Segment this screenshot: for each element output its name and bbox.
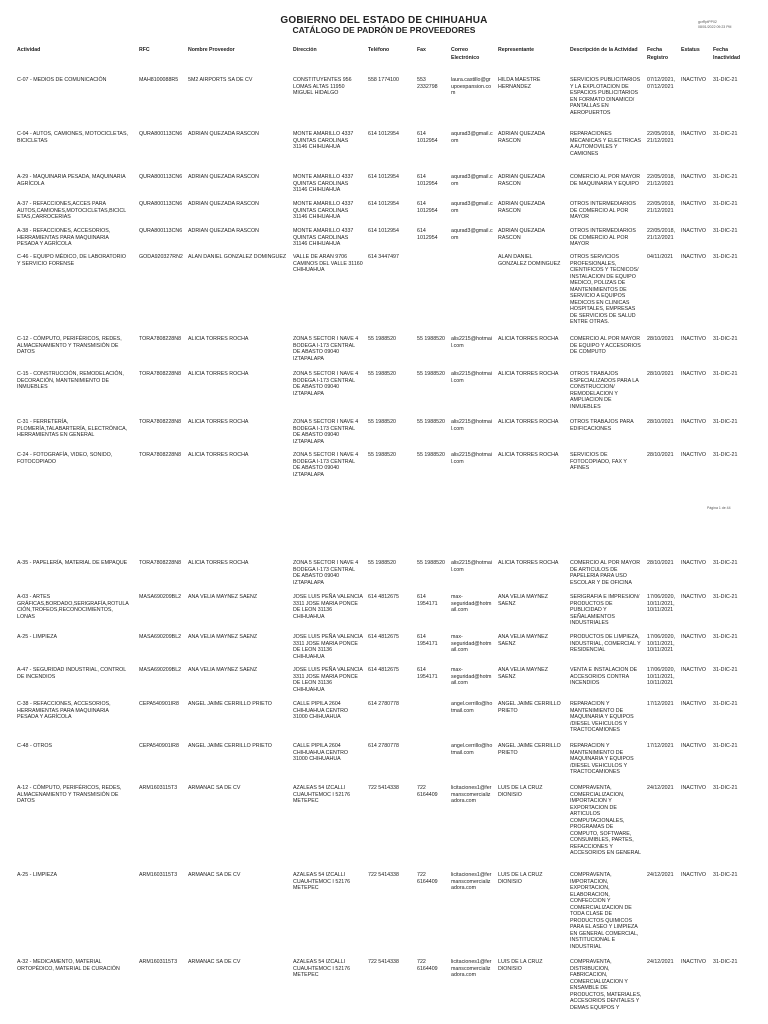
cell-rfc: GODA920327RN2 [139,254,183,260]
cell-telefono: 55 1988520 [368,560,396,566]
cell-actividad: C-31 - FERRETERÍA, PLOMERÍA,TALABARTERÍA, ELECTRÓNICA, HERRAMIENTAS EN GENERAL [17,419,128,438]
cell-representante: ALICIA TORRES ROCHA [498,336,559,342]
column-header-descripcion: Descripción de la Actividad [570,47,638,53]
cell-fecha-inactividad: 31-DIC-21 [713,174,738,180]
cell-actividad: C-38 - REFACCIONES, ACCESORIOS, HERRAMIENTAS PARA MAQUINARIA PESADA Y AGRÍCOLA [17,701,111,720]
cell-fecha-inactividad: 31-DIC-21 [713,228,738,234]
cell-representante: LUIS DE LA CRUZ DIONISIO [498,785,543,798]
cell-telefono: 614 1012954 [368,228,399,234]
cell-fecha-inactividad: 31-DIC-21 [713,131,738,137]
cell-descripcion: REPARACION Y MANTENIMIENTO DE MAQUINARIA Y EQUIPOS /DIESEL VEHICULOS Y TRACTOCAMIONES [570,743,634,775]
cell-direccion: AZALEAS 54 IZCALLI CUAUHTEMOC I 52176 METEPEC [293,785,351,804]
column-header-representante: Representante [498,47,535,53]
cell-proveedor: ALAN DANIEL GONZALEZ DOMINGUEZ [188,254,287,260]
cell-telefono: 55 1988520 [368,419,396,425]
cell-representante: ALAN DANIEL GONZALEZ DOMINGUEZ [498,254,561,267]
cell-telefono: 614 1012954 [368,174,399,180]
cell-proveedor: ANA VELIA MAYNEZ SAENZ [188,667,258,673]
cell-rfc: TORA7808228N8 [139,419,182,425]
cell-actividad: A-35 - PAPELERÍA, MATERIAL DE EMPAQUE [17,560,128,566]
cell-rfc: MASA690209BL2 [139,634,182,640]
cell-estatus: INACTIVO [681,174,707,180]
cell-rfc: MASA690209BL2 [139,667,182,673]
cell-correo: aqurad3@gmail.com [451,174,493,187]
cell-fecha-registro: 17/06/2020, 10/11/2021, 10/11/2021 [647,667,675,686]
cell-direccion: ZONA 5 SECTOR I NAVE 4 BODEGA I-173 CENTRAL DE ABASTO 09040 IZTAPALAPA [293,419,359,445]
cell-fax: 722 6164409 [417,959,438,972]
cell-fecha-registro: 28/10/2021 [647,419,674,425]
cell-fax: 722 6164409 [417,785,438,798]
cell-proveedor: ADRIAN QUEZADA RASCON [188,201,259,207]
cell-rfc: QURA800113CN6 [139,201,183,207]
cell-direccion: CALLE PIPILA 2604 CHIHUAHUA CENTRO 31000 CHIHUAHUA [293,743,349,762]
column-header-telefono: Teléfono [368,47,390,53]
cell-telefono: 614 4812675 [368,594,399,600]
cell-proveedor: ANA VELIA MAYNEZ SAENZ [188,594,258,600]
cell-correo: alis2215@hotmail.com [451,371,493,384]
cell-correo: alis2215@hotmail.com [451,452,493,465]
cell-descripcion: COMPRAVENTA, IMPORTACION, EXPORTACION, ELABORACION, CONFECCION Y COMERCIALIZACION DE TODA CLASE DE PRODUCTOS QUIMICOS PARA EL ASEO Y LIMPIEZA EN GENERAL COMERCIAL, INSTITUCIONAL E INDUSTRIAL [570,872,639,950]
cell-fecha-registro: 28/10/2021 [647,371,674,377]
column-header-fax: Fax [417,47,426,53]
cell-representante: LUIS DE LA CRUZ DIONISIO [498,872,543,885]
cell-fax: 614 1954171 [417,667,438,680]
cell-proveedor: ALICIA TORRES ROCHA [188,560,249,566]
cell-fecha-registro: 17/06/2020, 10/11/2021, 10/11/2021 [647,594,675,613]
cell-fecha-inactividad: 31-DIC-21 [713,371,738,377]
column-header-estatus: Estatus [681,47,700,53]
cell-fecha-inactividad: 31-DIC-21 [713,634,738,640]
cell-telefono: 55 1988520 [368,452,396,458]
cell-proveedor: ANGEL JAIME CERRILLO PRIETO [188,701,272,707]
cell-proveedor: ALICIA TORRES ROCHA [188,452,249,458]
cell-direccion: MONTE AMARILLO 4337 QUINTAS CAROLINAS 31146 CHIHUAHUA [293,201,354,220]
cell-correo: max-seguridad@hotmail.com [451,667,492,686]
cell-rfc: TORA7808228N8 [139,336,182,342]
document-title: GOBIERNO DEL ESTADO DE CHIHUAHUA [280,15,488,26]
cell-representante: ALICIA TORRES ROCHA [498,452,559,458]
cell-direccion: JOSE LUIS PEÑA VALENCIA 3311 JOSE MARIA PONCE DE LEON 31136 CHIHUAHUA [293,594,363,620]
cell-rfc: TORA7808228N8 [139,371,182,377]
cell-estatus: INACTIVO [681,560,707,566]
cell-estatus: INACTIVO [681,959,707,965]
column-header-actividad: Actividad [17,47,41,53]
cell-rfc: ARM1603115T3 [139,785,178,791]
cell-fecha-registro: 22/05/2018, 21/12/2021 [647,131,675,144]
cell-proveedor: ADRIAN QUEZADA RASCON [188,131,259,137]
cell-rfc: MASA690209BL2 [139,594,182,600]
cell-representante: ANA VELIA MAYNEZ SAENZ [498,667,548,680]
cell-descripcion: REPARACIONES MECANICAS Y ELECTRICAS A AUTOMOVILES Y CAMIONES [570,131,642,157]
cell-proveedor: ANA VELIA MAYNEZ SAENZ [188,634,258,640]
cell-correo: aqurad3@gmail.com [451,131,493,144]
cell-descripcion: OTROS SERVICIOS PROFESIONALES, CIENTIFICOS Y TECNICOS/ INSTALACION DE EQUIPO MEDICO, POLIZAS DE MANTENIMIENTOS DE SERVICIO A EQUIPOS MEDICOS EN CLINICAS HOSPITALES, EMPRESAS DE SERVICIOS DE SALUD ENTRE OTRAS. [570,254,639,325]
cell-proveedor: ANGEL JAIME CERRILLO PRIETO [188,743,272,749]
cell-fax: 55 1988520 [417,371,445,377]
cell-representante: ADRIAN QUEZADA RASCON [498,131,545,144]
cell-fecha-inactividad: 31-DIC-21 [713,336,738,342]
cell-correo: angel.cerrillo@hotmail.com [451,743,493,756]
cell-fax: 614 1954171 [417,634,438,647]
cell-representante: ALICIA TORRES ROCHA [498,371,559,377]
cell-estatus: INACTIVO [681,452,707,458]
cell-estatus: INACTIVO [681,701,707,707]
cell-estatus: INACTIVO [681,872,707,878]
cell-fax: 614 1012954 [417,131,438,144]
page-2 [0,545,768,1024]
cell-fecha-registro: 28/10/2021 [647,452,674,458]
cell-representante: HILDA MAESTRE HERNANDEZ [498,77,541,90]
document-subtitle: CATÁLOGO DE PADRÓN DE PROVEEDORES [292,25,476,35]
cell-direccion: VALLE DE ARAN 9706 CAMINOS DEL VALLE 31160 CHIHUAHUA [293,254,363,273]
cell-representante: ANGEL JAIME CERRILLO PRIETO [498,743,561,756]
cell-direccion: MONTE AMARILLO 4337 QUINTAS CAROLINAS 31146 CHIHUAHUA [293,174,354,193]
cell-fecha-inactividad: 31-DIC-21 [713,452,738,458]
cell-correo: laura.castillo@grupoexpansion.com [451,77,492,96]
cell-fecha-registro: 24/12/2021 [647,959,674,965]
cell-direccion: MONTE AMARILLO 4337 QUINTAS CAROLINAS 31146 CHIHUAHUA [293,131,354,150]
cell-telefono: 722 5414338 [368,959,399,965]
column-header-direccion: Dirección [293,47,317,53]
cell-fecha-inactividad: 31-DIC-21 [713,743,738,749]
cell-representante: ADRIAN QUEZADA RASCON [498,174,545,187]
cell-descripcion: SERVICIOS PUBLICITARIOS Y LA EXPLOTACION DE ESPACIOS PUBLICITARIOS EN FORMATO DINAMICO/ PANTALLAS EN AEROPUERTOS [570,77,641,116]
cell-correo: licitaciones1@fermanscomercializadora.com [451,959,492,978]
cell-fecha-inactividad: 31-DIC-21 [713,785,738,791]
column-header-proveedor: Nombre Proveedor [188,47,235,53]
cell-telefono: 722 5414338 [368,785,399,791]
report-id: gcrRptPP02 [698,20,717,24]
cell-rfc: TORA7808228N8 [139,560,182,566]
column-header-fecha-registro: Fecha Registro [647,47,669,61]
cell-rfc: QURA800113CN6 [139,131,183,137]
cell-fax: 55 1988520 [417,452,445,458]
cell-fecha-inactividad: 31-DIC-21 [713,77,738,83]
cell-proveedor: ARMANAC SA DE CV [188,785,241,791]
cell-fax: 614 1954171 [417,594,438,607]
cell-fecha-registro: 17/12/2021 [647,743,674,749]
cell-estatus: INACTIVO [681,594,707,600]
cell-representante: LUIS DE LA CRUZ DIONISIO [498,959,543,972]
cell-fecha-registro: 07/12/2021, 07/12/2021 [647,77,675,90]
cell-descripcion: OTROS INTERMEDIARIOS DE COMERCIO AL POR MAYOR [570,228,636,247]
cell-direccion: ZONA 5 SECTOR I NAVE 4 BODEGA I-173 CENTRAL DE ABASTO 09040 IZTAPALAPA [293,371,359,397]
cell-correo: aqurad3@gmail.com [451,201,493,214]
cell-fecha-inactividad: 31-DIC-21 [713,419,738,425]
cell-proveedor: ALICIA TORRES ROCHA [188,336,249,342]
cell-fecha-registro: 04/11/2021 [647,254,674,260]
cell-representante: ADRIAN QUEZADA RASCON [498,228,545,241]
cell-telefono: 55 1988520 [368,336,396,342]
cell-fecha-registro: 22/05/2018, 21/12/2021 [647,174,675,187]
cell-estatus: INACTIVO [681,371,707,377]
cell-fax: 614 1012954 [417,174,438,187]
cell-representante: ALICIA TORRES ROCHA [498,560,559,566]
cell-rfc: TORA7808228N8 [139,452,182,458]
cell-proveedor: ADRIAN QUEZADA RASCON [188,174,259,180]
cell-fecha-inactividad: 31-DIC-21 [713,201,738,207]
cell-direccion: JOSE LUIS PEÑA VALENCIA 3311 JOSE MARIA PONCE DE LEON 31136 CHIHUAHUA [293,667,363,693]
cell-estatus: INACTIVO [681,201,707,207]
cell-correo: max-seguridad@hotmail.com [451,634,492,653]
cell-telefono: 614 1012954 [368,131,399,137]
cell-fecha-registro: 17/06/2020, 10/11/2021, 10/11/2021 [647,634,675,653]
cell-direccion: CONSTITUYENTES 956 LOMAS ALTAS 11950 MIGUEL HIDALGO [293,77,352,96]
cell-representante: ANA VELIA MAYNEZ SAENZ [498,594,548,607]
cell-estatus: INACTIVO [681,785,707,791]
cell-direccion: ZONA 5 SECTOR I NAVE 4 BODEGA I-173 CENTRAL DE ABASTO 09040 IZTAPALAPA [293,336,359,362]
cell-proveedor: ARMANAC SA DE CV [188,959,241,965]
cell-rfc: MAH8100088R5 [139,77,179,83]
cell-representante: ALICIA TORRES ROCHA [498,419,559,425]
cell-descripcion: OTROS INTERMEDIARIOS DE COMERCIO AL POR MAYOR [570,201,636,220]
cell-direccion: JOSE LUIS PEÑA VALENCIA 3311 JOSE MARIA PONCE DE LEON 31136 CHIHUAHUA [293,634,363,660]
cell-correo: max-seguridad@hotmail.com [451,594,492,613]
cell-representante: ANGEL JAIME CERRILLO PRIETO [498,701,561,714]
page-number: Página 1 de 44 [707,506,731,510]
cell-representante: ADRIAN QUEZADA RASCON [498,201,545,214]
cell-fecha-registro: 22/05/2018, 21/12/2021 [647,228,675,241]
cell-correo: alis2215@hotmail.com [451,560,493,573]
cell-direccion: ZONA 5 SECTOR I NAVE 4 BODEGA I-173 CENTRAL DE ABASTO 09040 IZTAPALAPA [293,452,359,478]
cell-correo: angel.cerrillo@hotmail.com [451,701,493,714]
cell-rfc: ARM1603115T3 [139,959,178,965]
cell-actividad: C-15 - CONSTRUCCIÓN, REMODELACIÓN, DECORACIÓN, MANTENIMIENTO DE INMUEBLES [17,371,124,390]
cell-estatus: INACTIVO [681,743,707,749]
cell-correo: aqurad3@gmail.com [451,228,493,241]
cell-descripcion: COMERCIO AL POR MAYOR DE EQUIPO Y ACCESORIOS DE COMPUTO [570,336,641,355]
cell-actividad: A-47 - SEGURIDAD INDUSTRIAL, CONTROL DE INCENDIOS [17,667,126,680]
cell-rfc: QURA800113CN6 [139,228,183,234]
cell-telefono: 614 4812675 [368,667,399,673]
cell-correo: alis2215@hotmail.com [451,419,493,432]
cell-fecha-inactividad: 31-DIC-21 [713,667,738,673]
cell-telefono: 614 2780778 [368,743,399,749]
cell-descripcion: OTROS TRABAJOS ESPECIALIZADOS PARA LA CONSTRUCCION/ REMODELACION Y AMPLIACION DE INMUEBLES [570,371,639,410]
cell-descripcion: COMPRAVENTA, DISTRIBUCION, FABRICACION, COMERCIALIZACION Y ENSAMBLE DE PRODUCTOS, MATERIALES, ACCESORIOS DENTALES Y DEMAS EQUIPOS Y [570,959,642,1011]
cell-actividad: C-24 - FOTOGRAFÍA, VIDEO, SONIDO, FOTOCOPIADO [17,452,113,465]
cell-telefono: 722 5414338 [368,872,399,878]
column-header-correo: Correo Electrónico [451,47,480,61]
cell-fax: 55 1988520 [417,560,445,566]
cell-actividad: C-12 - CÓMPUTO, PERIFÉRICOS, REDES, ALMACENAMIENTO Y TRANSMISIÓN DE DATOS [17,336,122,355]
cell-telefono: 614 1012954 [368,201,399,207]
cell-actividad: A-03 - ARTES GRÁFICAS,BORDADO,SERIGRAFÍA,ROTULACIÓN,TROFEOS,RECONOCIMIENTOS, LONAS [17,594,129,620]
cell-actividad: C-46 - EQUIPO MÉDICO, DE LABORATORIO Y SERVICIO FORENSE [17,254,126,267]
cell-fecha-inactividad: 31-DIC-21 [713,560,738,566]
cell-telefono: 55 1988520 [368,371,396,377]
cell-estatus: INACTIVO [681,77,707,83]
cell-fax: 55 1988520 [417,336,445,342]
cell-fecha-inactividad: 31-DIC-21 [713,594,738,600]
cell-actividad: A-29 - MAQUINARIA PESADA, MAQUINARIA AGRÍCOLA [17,174,126,187]
generated-timestamp: 08/01/2022 09:23 PM [698,25,732,29]
cell-direccion: MONTE AMARILLO 4337 QUINTAS CAROLINAS 31146 CHIHUAHUA [293,228,354,247]
cell-proveedor: ADRIAN QUEZADA RASCON [188,228,259,234]
cell-descripcion: SERIGRAFIA E IMPRESION/ PRODUCTOS DE PUBLICIDAD Y SEÑALAMIENTOS INDUSTRIALES [570,594,640,626]
cell-actividad: A-25 - LIMPIEZA [17,634,58,640]
cell-direccion: CALLE PIPILA 2604 CHIHUAHUA CENTRO 31000 CHIHUAHUA [293,701,349,720]
cell-proveedor: 5M2 AIRPORTS SA DE CV [188,77,253,83]
cell-descripcion: VENTA E INSTALACION DE ACCESORIOS CONTRA INCENDIOS [570,667,638,686]
cell-correo: alis2215@hotmail.com [451,336,493,349]
cell-fecha-inactividad: 31-DIC-21 [713,701,738,707]
cell-rfc: CEPA540901IR8 [139,701,179,707]
cell-telefono: 614 2780778 [368,701,399,707]
cell-proveedor: ALICIA TORRES ROCHA [188,419,249,425]
cell-rfc: QURA800113CN6 [139,174,183,180]
cell-telefono: 614 3447497 [368,254,399,260]
cell-actividad: C-48 - OTROS [17,743,53,749]
cell-estatus: INACTIVO [681,634,707,640]
cell-direccion: AZALEAS 54 IZCALLI CUAUHTEMOC I 52176 METEPEC [293,959,351,978]
cell-estatus: INACTIVO [681,131,707,137]
cell-representante: ANA VELIA MAYNEZ SAENZ [498,634,548,647]
cell-correo: licitaciones1@fermanscomercializadora.com [451,872,492,891]
cell-fax: 553 2332798 [417,77,438,90]
cell-descripcion: REPARACION Y MANTENIMIENTO DE MAQUINARIA Y EQUIPOS /DIESEL VEHICULOS Y TRACTOCAMIONES [570,701,634,733]
cell-fecha-registro: 24/12/2021 [647,872,674,878]
report-stamp [698,20,760,30]
cell-correo: licitaciones1@fermanscomercializadora.com [451,785,492,804]
cell-fecha-registro: 17/12/2021 [647,701,674,707]
column-header-fecha-inactividad: Fecha Inactividad [713,47,741,61]
cell-telefono: 614 4812675 [368,634,399,640]
cell-actividad: A-37 - REFACCIONES,ACCES PARA AUTOS,CAMIONES,MOTOCICLETAS,BICICLETAS,CARROCERIAS [17,201,127,220]
cell-fecha-registro: 24/12/2021 [647,785,674,791]
cell-descripcion: COMPRAVENTA, COMERCIALIZACION, IMPORTACION Y EXPORTACION DE ARTICULOS COMPUTACIONALES, PROGRAMAS DE COMPUTO, SOFTWARE, CONSUMIBLES, PARTES, REFACCIONES Y ACCESORIOS EN GENERAL [570,785,641,856]
cell-actividad: A-32 - MEDICAMENTO, MATERIAL ORTOPÉDICO, MATERIAL DE CURACIÓN [17,959,120,972]
cell-fecha-registro: 22/05/2018, 21/12/2021 [647,201,675,214]
cell-fax: 614 1012954 [417,201,438,214]
cell-fecha-registro: 28/10/2021 [647,560,674,566]
cell-direccion: AZALEAS 54 IZCALLI CUAUHTEMOC I 52176 METEPEC [293,872,351,891]
cell-fecha-registro: 28/10/2021 [647,336,674,342]
cell-estatus: INACTIVO [681,419,707,425]
cell-estatus: INACTIVO [681,336,707,342]
cell-fax: 614 1012954 [417,228,438,241]
cell-fecha-inactividad: 31-DIC-21 [713,959,738,965]
cell-telefono: 558 1774100 [368,77,399,83]
cell-direccion: ZONA 5 SECTOR I NAVE 4 BODEGA I-173 CENTRAL DE ABASTO 09040 IZTAPALAPA [293,560,359,586]
cell-fecha-inactividad: 31-DIC-21 [713,872,738,878]
cell-actividad: C-07 - MEDIOS DE COMUNICACIÓN [17,77,107,83]
cell-estatus: INACTIVO [681,228,707,234]
cell-fax: 55 1988520 [417,419,445,425]
cell-descripcion: PRODUCTOS DE LIMPIEZA, INDUSTRIAL, COMERCIAL Y RESIDENCIAL [570,634,641,653]
cell-proveedor: ARMANAC SA DE CV [188,872,241,878]
cell-descripcion: COMERCIO AL POR MAYOR DE ARTICULOS DE PAPELERIA PARA USO ESCOLAR Y DE OFICINA [570,560,641,586]
cell-actividad: C-04 - AUTOS, CAMIONES, MOTOCICLETAS, BICICLETAS [17,131,128,144]
column-header-rfc: RFC [139,47,150,53]
cell-proveedor: ALICIA TORRES ROCHA [188,371,249,377]
cell-actividad: A-38 - REFACCIONES, ACCESORIOS, HERRAMIENTAS PARA MAQUINARIA PESADA Y AGRÍCOLA [17,228,111,247]
cell-actividad: A-12 - CÓMPUTO, PERIFÉRICOS, REDES, ALMACENAMIENTO Y TRANSMISIÓN DE DATOS [17,785,122,804]
cell-rfc: CEPA540901IR8 [139,743,179,749]
cell-fecha-inactividad: 31-DIC-21 [713,254,738,260]
cell-fax: 722 6164409 [417,872,438,885]
cell-descripcion: COMERCIO AL POR MAYOR DE MAQUINARIA Y EQUIPO [570,174,641,187]
cell-actividad: A-25 - LIMPIEZA [17,872,58,878]
cell-descripcion: OTROS TRABAJOS PARA EDIFICACIONES [570,419,634,432]
cell-estatus: INACTIVO [681,667,707,673]
cell-descripcion: SERVICIOS DE FOTOCOPIADO, FAX Y AFINES [570,452,627,471]
cell-rfc: ARM1603115T3 [139,872,178,878]
cell-estatus: INACTIVO [681,254,707,260]
